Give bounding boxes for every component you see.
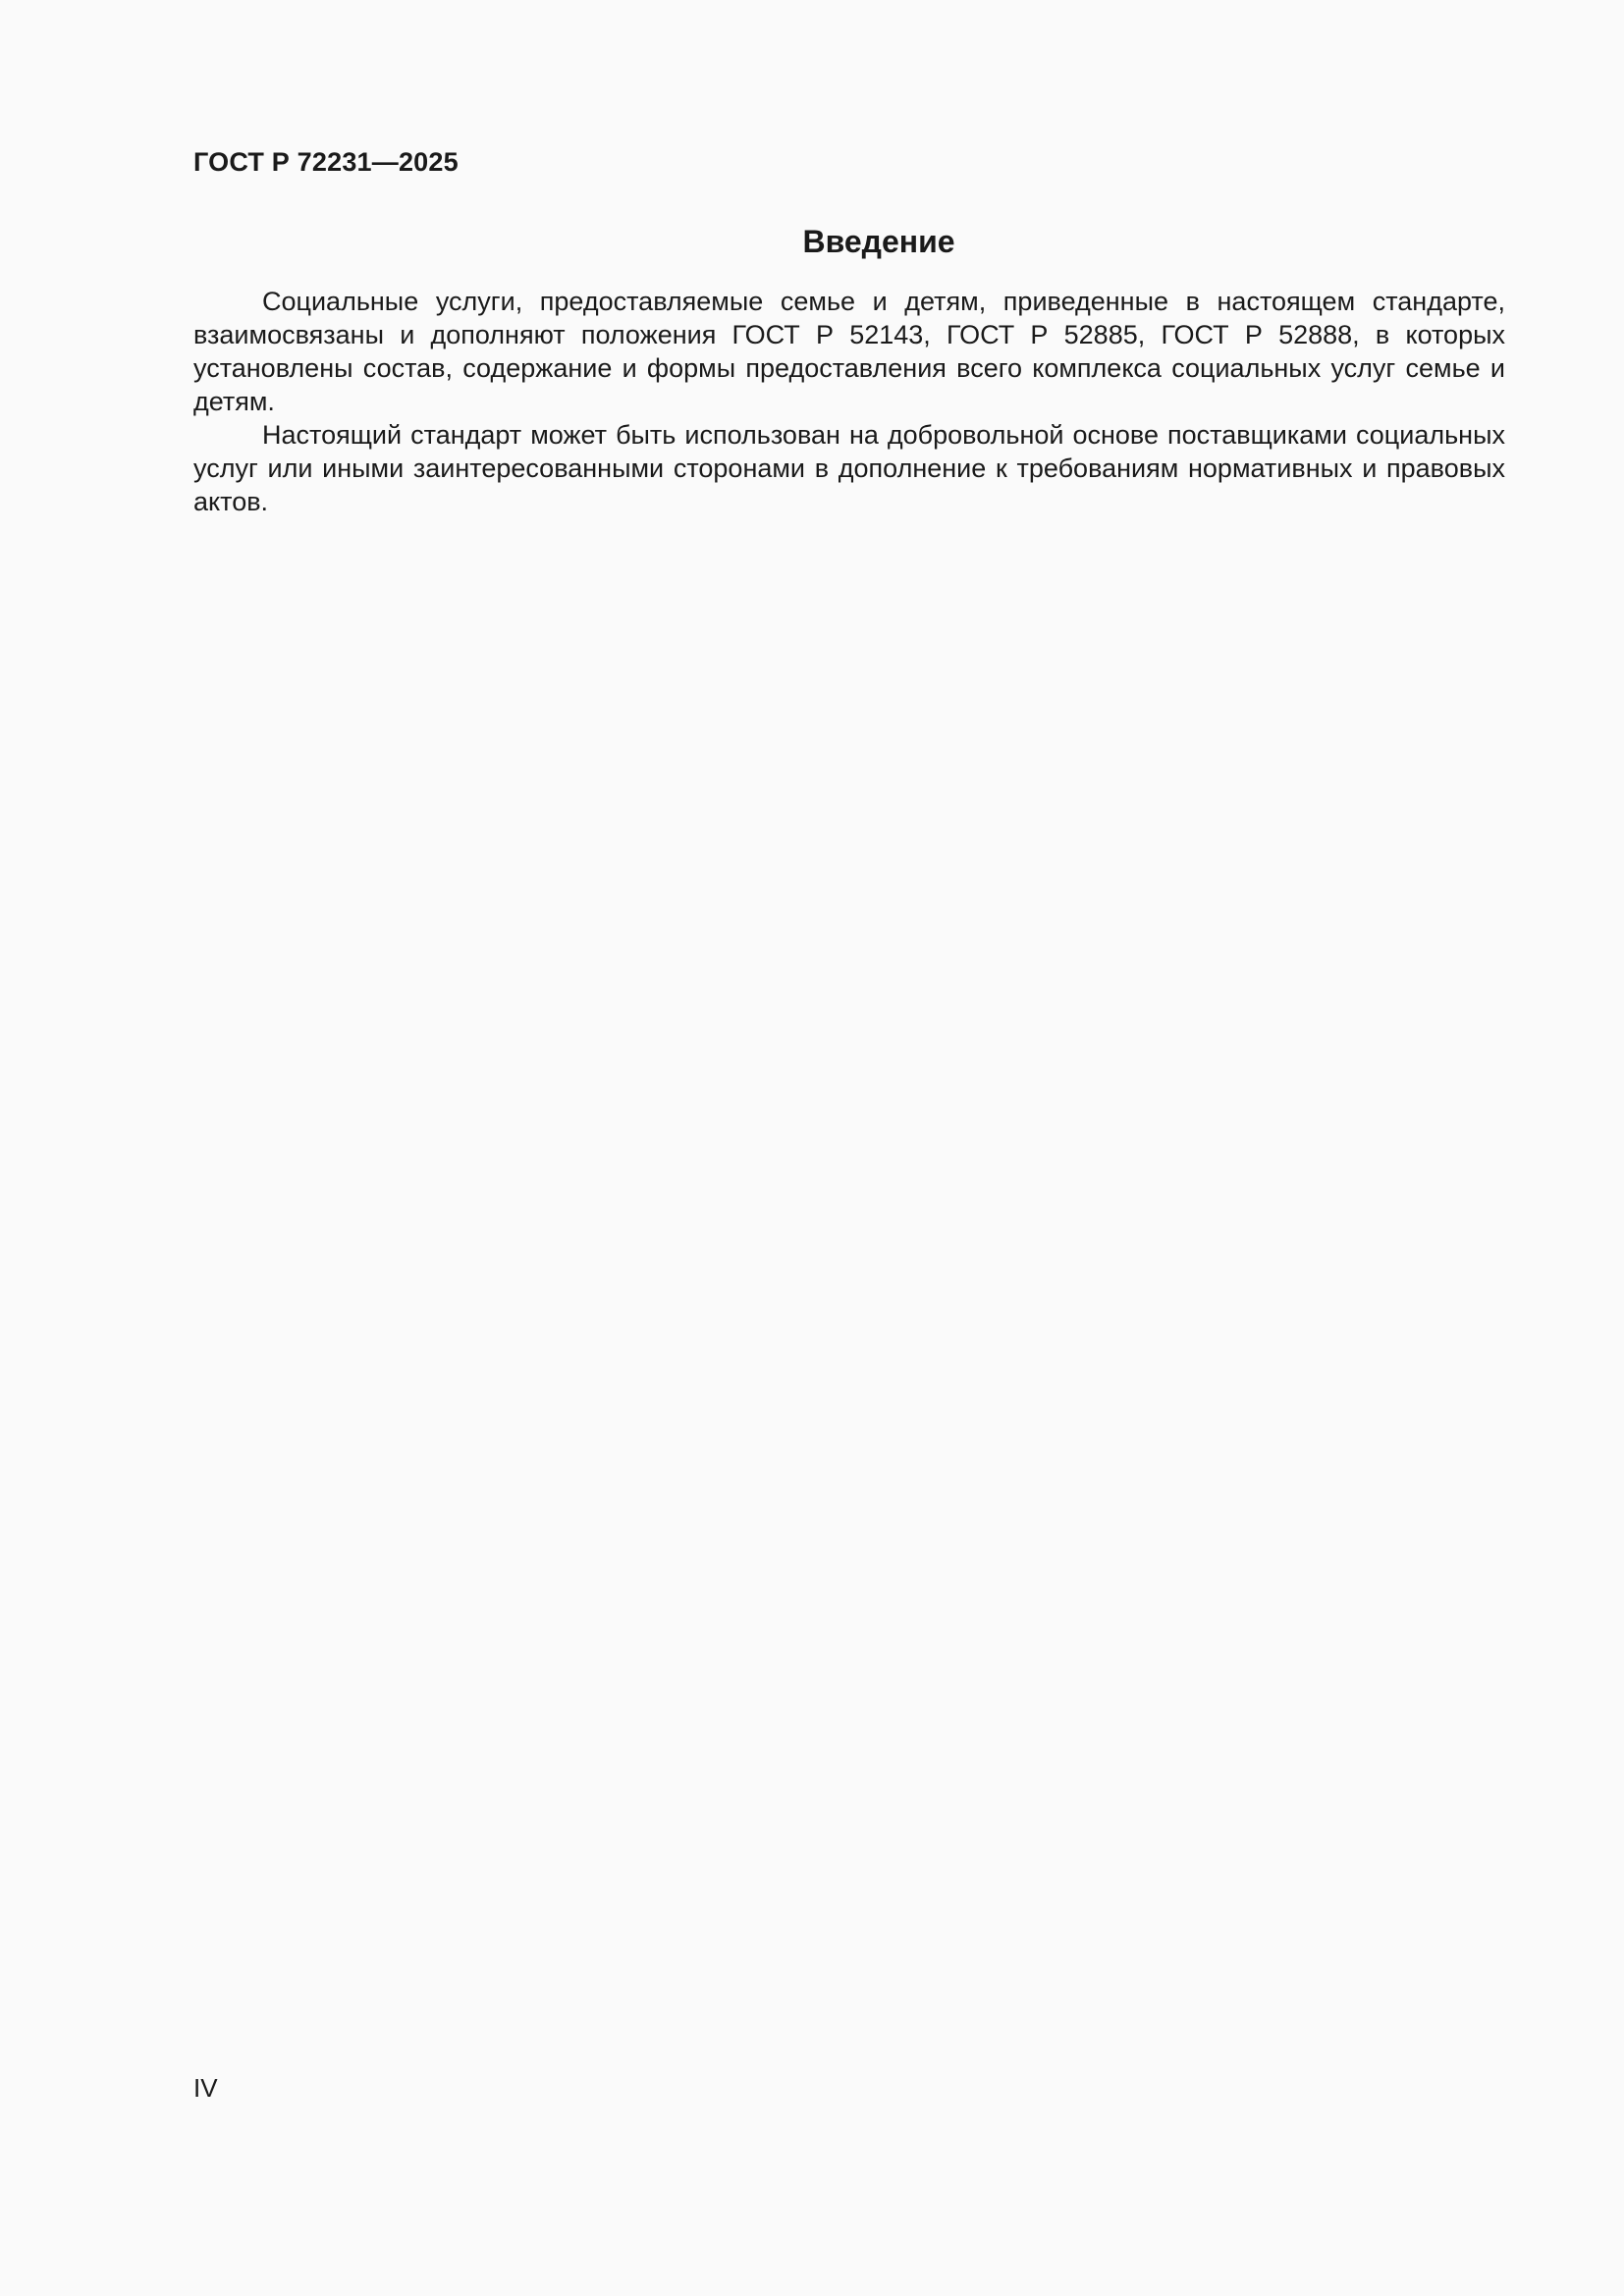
section-body <box>193 285 1505 518</box>
page-number: IV <box>193 2073 218 2103</box>
section-title: Введение <box>802 224 955 259</box>
paragraph: Социальные услуги, предоставляемые семье и детям, приведенные в настоящем стандарте, взаимосвязаны и дополняют положения ГОСТ Р 52143, ГОСТ Р 52885, ГОСТ Р 52888, в которых установлены состав, содержание и формы предоставления всего комплекса социальных услуг семье и детям. <box>193 287 1505 416</box>
document-code: ГОСТ Р 72231—2025 <box>193 147 459 177</box>
paragraph: Настоящий стандарт может быть использован на добровольной основе поставщиками социальных услуг или иными заинтересованными сторонами в дополнение к требованиям нормативных и правовых актов. <box>193 420 1505 516</box>
